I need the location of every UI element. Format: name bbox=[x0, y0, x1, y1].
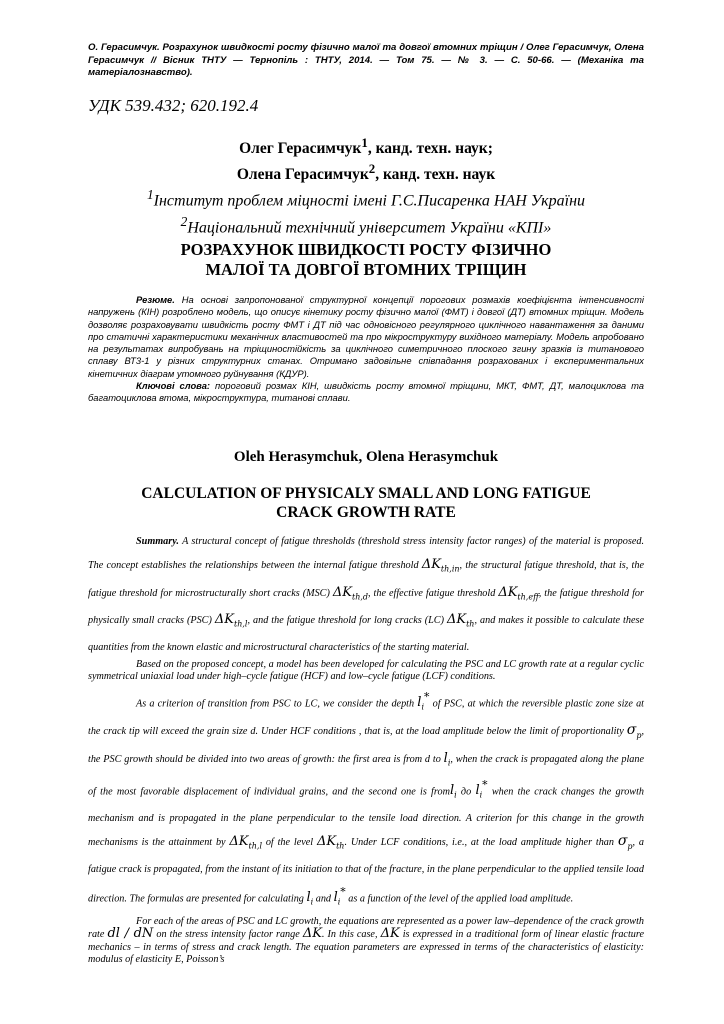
author-1 bbox=[88, 133, 644, 159]
affiliation-2-text: Національний технічний університет України «КПІ» bbox=[187, 219, 552, 237]
symbol-l: l bbox=[443, 750, 448, 766]
symbol-dk-th bbox=[447, 612, 474, 627]
summary-text: Based on the proposed concept, a model has been developed for calculating the PSC and LC growth rate at a regular cyclic symmetrical uniaxial load under high–cycle fatigue (HCF) and low–cycle fatigue (LCF) conditions. bbox=[88, 658, 644, 683]
symbol-l: l bbox=[475, 783, 480, 799]
abstract-text: На основі запропонованої структурної концепції порогових розмахів коефіцієнта інтенсивності напружень (КІН) розроблено модель, що описує кінетику росту фізично малої (ФМТ) і довгої (ДТ) втомних тріщин. Модель дозволяє розраховувати швидкість росту ФМТ і ДТ під час одновісного регулярного циклічного навантаження за даними про статичні характеристики механічних властивостей та про мікроструктуру вихідного матеріалу. Модель апробовано на результатах випробувань на тріщиностійкість за циклічного симетричного плоского згину зразків із титанового сплаву ВТ3-1 у різних структурних станах. Отримано задовільне співпадання розрахованих і експериментальних кінетичних діаграм утомного руйнування (КДУР). bbox=[88, 294, 644, 379]
symbol-delta-k: ΔK bbox=[302, 926, 322, 942]
symbol-sigma: σ bbox=[626, 721, 637, 738]
title-ukrainian bbox=[88, 240, 644, 280]
author-1-affiliation-mark: 1 bbox=[361, 135, 368, 150]
authors-ukrainian bbox=[88, 133, 644, 185]
summary-paragraph-4 bbox=[88, 916, 644, 967]
summary-label: Summary. bbox=[136, 536, 179, 547]
summary-text: , the effective fatigue threshold bbox=[368, 587, 499, 599]
title-ua-line-1: РОЗРАХУНОК ШВИДКОСТІ РОСТУ ФІЗИЧНО bbox=[180, 240, 552, 259]
title-en-line-2: CRACK GROWTH RATE bbox=[276, 504, 456, 521]
affiliation-1 bbox=[88, 184, 644, 211]
symbol-dk-th-in bbox=[422, 557, 460, 572]
keywords-label: Ключові слова: bbox=[136, 380, 211, 392]
symbol-dk-th-l bbox=[215, 612, 248, 627]
summary-text: of PSC, at which the reversible plastic zone size at the crack tip will exceed the grain size d. Under HCF conditions , that is, at the load amplitude below the limit of proportionality bbox=[88, 698, 644, 737]
summary-english bbox=[88, 530, 644, 967]
citation: О. Герасимчук. Розрахунок швидкості росту фізично малої та довгої втомних тріщин / Олег Герасимчук, Олена Герасимчук // Вісник ТНТУ — Тернопіль : ТНТУ, 2014. — Том 75. — № 3. — С. 50-66. — (Механіка та матеріалознавство). bbox=[88, 42, 644, 79]
summary-text: , the fatigue threshold for physically small cracks (PSC) bbox=[88, 587, 644, 627]
title-en-line-1: CALCULATION OF PHYSICALY SMALL AND LONG FATIGUE bbox=[141, 485, 591, 502]
summary-text: on the stress intensity factor range bbox=[153, 929, 303, 941]
symbol-l-i-star bbox=[417, 690, 430, 712]
symbol-dk-th-d bbox=[333, 585, 368, 600]
symbol-l: l bbox=[333, 890, 338, 906]
summary-text: , the PSC growth should be divided into two areas of growth: the first area is from d to bbox=[88, 725, 644, 765]
summary-paragraph-1 bbox=[88, 530, 644, 659]
symbol-delta-k: ΔK bbox=[421, 557, 441, 572]
affiliation-2 bbox=[88, 211, 644, 238]
summary-text: , and the fatigue threshold for long cracks (LC) bbox=[247, 615, 447, 627]
summary-text: For each of the areas of PSC and LC growth, the equations are represented as a power law–dependence of the crack growth rate bbox=[88, 915, 644, 941]
summary-text: . In this case, bbox=[321, 929, 381, 941]
author-2 bbox=[88, 159, 644, 185]
author-1-name: Олег Герасимчук bbox=[239, 140, 362, 158]
keywords-text: пороговий розмах КІН, швидкість росту втомної тріщини, МКТ, ФМТ, ДТ, малоциклова та багатоциклова втома, мікроструктура, титанові сплави. bbox=[88, 380, 644, 404]
author-2-name: Олена Герасимчук bbox=[236, 166, 369, 184]
symbol-l-i-star bbox=[475, 779, 488, 801]
affiliation-2-mark: 2 bbox=[180, 214, 188, 230]
symbol-l: l bbox=[306, 890, 311, 906]
authors-english: Oleh Herasymchuk, Olena Herasymchuk bbox=[233, 449, 499, 465]
title-english bbox=[88, 484, 644, 522]
symbol-dk-th-l bbox=[229, 834, 262, 849]
symbol-subscript: th,l bbox=[248, 841, 262, 851]
abstract-ukrainian bbox=[88, 294, 644, 405]
udc-code: УДК 539.432; 620.192.4 bbox=[88, 96, 259, 115]
summary-text: is expressed in a traditional form of linear elastic fracture mechanics – in terms of stress and crack length. The equation parameters are expressed in terms of the characteristics of elasticity: modulus of elasticity E, Poisson’s bbox=[88, 929, 644, 966]
summary-text: of the level bbox=[262, 837, 317, 849]
affiliation-1-text: Інститут проблем міцності імені Г.С.Писаренка НАН України bbox=[153, 192, 586, 210]
affiliations bbox=[88, 184, 644, 239]
symbol-delta-k: ΔK bbox=[332, 584, 352, 600]
symbol-sigma: σ bbox=[617, 833, 628, 850]
symbol-delta-k: ΔK bbox=[229, 834, 249, 850]
symbol-delta-k: ΔK bbox=[446, 612, 467, 628]
abstract-paragraph bbox=[88, 294, 644, 380]
author-1-degree: , канд. техн. наук; bbox=[367, 140, 493, 158]
symbol-l-i bbox=[449, 783, 457, 801]
symbol-delta-k: ΔK bbox=[214, 612, 234, 628]
summary-text: As a criterion of transition from PSC to LC, we consider the depth bbox=[136, 698, 418, 710]
symbol-sigma-p bbox=[627, 722, 642, 738]
summary-paragraph-3 bbox=[88, 686, 644, 914]
summary-text: , and makes it possible to calculate these quantities from the known elastic and microstructural characteristics of the starting material. bbox=[88, 615, 644, 653]
keywords-paragraph bbox=[88, 380, 644, 405]
symbol-subscript: th bbox=[466, 619, 475, 629]
symbol-subscript: i bbox=[479, 791, 483, 801]
title-ua-line-2: МАЛОЇ ТА ДОВГОЇ ВТОМНИХ ТРІЩИН bbox=[205, 260, 527, 279]
symbol-subscript: th,d bbox=[351, 592, 369, 602]
symbol-subscript: th,in bbox=[440, 564, 460, 574]
summary-paragraph-2 bbox=[88, 659, 644, 684]
summary-text: and bbox=[313, 893, 334, 905]
symbol-subscript: p bbox=[627, 841, 633, 851]
author-2-degree: , канд. техн. наук bbox=[375, 166, 496, 184]
summary-text: when the crack changes the growth mechanism and is propagated in the plane perpendicular to the tensile load direction. A criterion for this change in the growth mechanisms is the attainment by bbox=[88, 786, 645, 849]
symbol-dk-th-eff bbox=[498, 585, 538, 600]
summary-text: , when the crack is propagated along the plane of the most favorable displacement of individual grains, and the second one is from bbox=[88, 753, 644, 798]
symbol-sigma-p bbox=[618, 833, 633, 849]
author-2-affiliation-mark: 2 bbox=[368, 161, 376, 177]
symbol-subscript: i bbox=[310, 897, 314, 907]
symbol-subscript: th bbox=[336, 841, 345, 851]
symbol-subscript: i bbox=[337, 897, 341, 907]
symbol-superscript: * bbox=[424, 690, 430, 704]
symbol-dl-dn: dl / dN bbox=[107, 926, 154, 942]
symbol-subscript: i bbox=[454, 791, 457, 801]
symbol-subscript: th,l bbox=[233, 619, 248, 629]
affiliation-1-mark: 1 bbox=[146, 187, 154, 202]
symbol-delta-k: ΔK bbox=[498, 584, 518, 600]
symbol-superscript: * bbox=[340, 885, 346, 899]
symbol-l-i-star bbox=[333, 885, 346, 907]
abstract-label: Резюме. bbox=[136, 294, 175, 305]
summary-text: до bbox=[456, 786, 476, 798]
summary-text: , a fatigue crack is propagated, from the instant of its initiation to that of the fracture, in the plane perpendicular to the applied tensile load direction. The formulas are presented for calculating bbox=[88, 837, 645, 905]
symbol-l: l bbox=[417, 695, 422, 711]
summary-text: A structural concept of fatigue thresholds (threshold stress intensity factor ranges) of the material is proposed. The concept establishes the relationships between the internal fatigue threshold bbox=[88, 536, 644, 571]
summary-text: , the structural fatigue threshold, that is, the fatigue threshold for microstructurally short cracks (MSC) bbox=[88, 560, 644, 599]
symbol-subscript: p bbox=[636, 730, 642, 740]
summary-text: . Under LCF conditions, i.e., at the load amplitude higher than bbox=[344, 837, 618, 849]
symbol-delta-k: ΔK bbox=[380, 926, 400, 942]
symbol-delta-k: ΔK bbox=[316, 834, 337, 850]
symbol-l: l bbox=[449, 783, 455, 799]
symbol-dk-th bbox=[317, 834, 344, 849]
symbol-subscript: th,eff bbox=[517, 592, 539, 602]
symbol-subscript: i bbox=[421, 702, 425, 712]
symbol-subscript: i bbox=[447, 758, 451, 768]
symbol-superscript: * bbox=[482, 779, 488, 793]
summary-text: as a function of the level of the applied load amplitude. bbox=[345, 893, 574, 905]
